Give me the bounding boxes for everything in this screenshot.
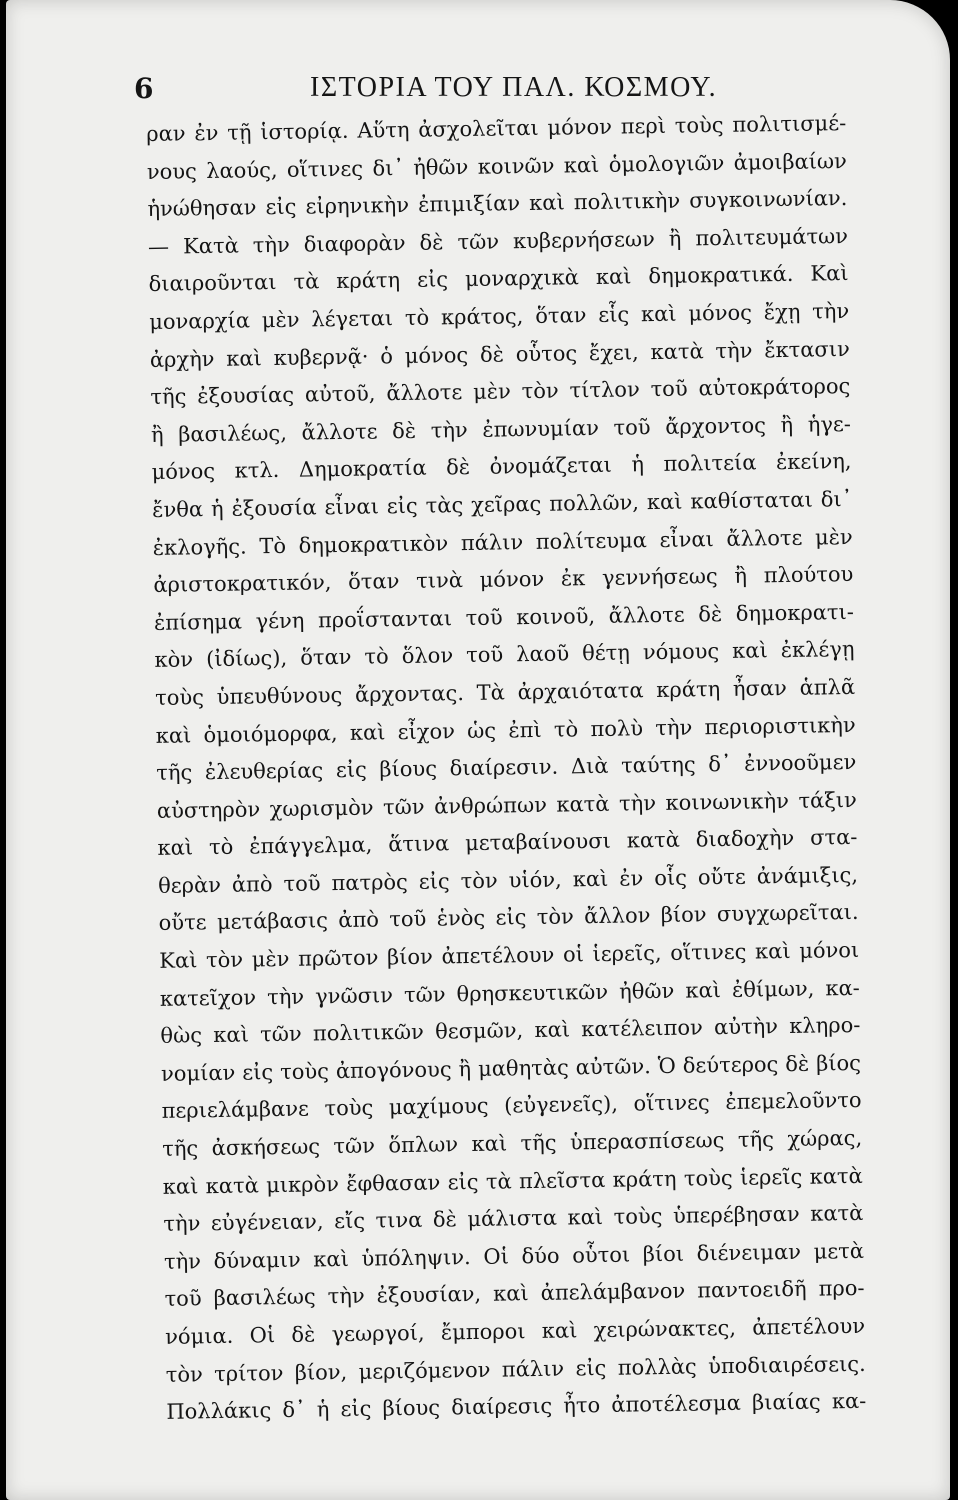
text-line: κατεῖχον τὴν γνῶσιν τῶν θρησκευτικῶν ἠθῶν καὶ ἐθίμων, κα- <box>159 975 860 1011</box>
text-line: οὔτε μετάβασις ἀπὸ τοῦ ἑνὸς εἰς τὸν ἄλλον βίον συγχωρεῖται. <box>158 900 859 936</box>
text-line: καὶ τὸ ἐπάγγελμα, ἅτινα μεταβαίνουσι κατὰ διαδοχὴν στα- <box>157 825 858 861</box>
text-line: ἡνώθησαν εἰς εἰρηνικὴν ἐπιμιξίαν καὶ πολιτικὴν συγκοινωνίαν. <box>147 186 848 222</box>
running-head: ΙΣΤΟΡΙΑ ΤΟΥ ΠΑΛ. ΚΟΣΜΟΥ. <box>310 72 718 103</box>
text-line: νόμια. Οἱ δὲ γεωργοί, ἔμποροι καὶ χειρώνακτες, ἀπετέλουν <box>164 1313 866 1349</box>
text-line: ἐκλογῆς. Τὸ δημοκρατικὸν πάλιν πολίτευμα εἶναι ἄλλοτε μὲν <box>152 524 853 560</box>
text-line: ἔνθα ἡ ἐξουσία εἶναι εἰς τὰς χεῖρας πολλῶν, καὶ καθίσταται δι᾽ <box>151 486 853 522</box>
text-line: τὴν εὐγένειαν, εἴς τινα δὲ μάλιστα καὶ τοὺς ὑπερέβησαν κατὰ <box>163 1201 864 1237</box>
text-line: θὼς καὶ τῶν πολιτικῶν θεσμῶν, καὶ κατέλειπον αὐτὴν κληρο- <box>160 1013 861 1049</box>
text-line: ραν ἐν τῇ ἱστορίᾳ. Αὕτη ἀσχολεῖται μόνον περὶ τοὺς πολιτισμέ- <box>146 111 847 146</box>
text-line: ἀρχὴν καὶ κυβερνᾷ· ὁ μόνος δὲ οὗτος ἔχει, κατὰ τὴν ἔκτασιν <box>149 336 850 372</box>
text-line: τῆς ἀσκήσεως τῶν ὅπλων καὶ τῆς ὑπερασπίσεως τῆς χώρας, <box>162 1125 863 1161</box>
text-line: περιελάμβανε τοὺς μαχίμους (εὐγενεῖς), οἵτινες ἐπεμελοῦντο <box>161 1088 862 1124</box>
text-line: τῆς ἐξουσίας αὐτοῦ, ἄλλοτε μὲν τὸν τίτλον τοῦ αὐτοκράτορος <box>150 374 851 410</box>
text-line: τῆς ἐλευθερίας εἰς βίους διαίρεσιν. Διὰ ταύτης δ᾽ ἐννοοῦμεν <box>156 750 857 786</box>
text-line: τὴν δύναμιν καὶ ὑπόληψιν. Οἱ δύο οὗτοι βίοι διένειμαν μετὰ <box>163 1238 865 1274</box>
text-line: Πολλάκις δ᾽ ἡ εἰς βίους διαίρεσις ἦτο ἀποτέλεσμα βιαίας κα- <box>166 1389 867 1425</box>
text-line: αὐστηρὸν χωρισμὸν τῶν ἀνθρώπων κατὰ τὴν κοινωνικὴν τάξιν <box>156 787 858 823</box>
text-line: καὶ κατὰ μικρὸν ἔφθασαν εἰς τὰ πλεῖστα κράτη τοὺς ἱερεῖς κατὰ <box>162 1163 863 1199</box>
text-line: ἢ βασιλέως, ἄλλοτε δὲ τὴν ἐπωνυμίαν τοῦ ἄρχοντος ἢ ἡγε- <box>150 411 852 447</box>
text-line: νομίαν εἰς τοὺς ἀπογόνους ἢ μαθητὰς αὐτῶν. Ὁ δεύτερος δὲ βίος <box>160 1050 862 1086</box>
text-line: κὸν (ἰδίως), ὅταν τὸ ὅλον τοῦ λαοῦ θέτῃ νόμους καὶ ἐκλέγῃ <box>154 637 855 673</box>
text-line: Καὶ τὸν μὲν πρῶτον βίον ἀπετέλουν οἱ ἱερεῖς, οἵτινες καὶ μόνοι <box>159 937 860 973</box>
body-text <box>146 105 867 1432</box>
text-line: καὶ ὁμοιόμορφα, καὶ εἶχον ὡς ἐπὶ τὸ πολὺ τὴν περιοριστικὴν <box>155 712 856 748</box>
text-line: ἀριστοκρατικόν, ὅταν τινὰ μόνον ἐκ γεννήσεως ἢ πλούτου <box>153 562 854 598</box>
text-line: μοναρχία μὲν λέγεται τὸ κράτος, ὅταν εἷς καὶ μόνος ἔχῃ τὴν <box>149 298 850 334</box>
text-line: μόνος κτλ. Δημοκρατία δὲ ὀνομάζεται ἡ πολιτεία ἐκείνη, <box>151 449 852 485</box>
text-line: τὸν τρίτον βίον, μεριζόμενον πάλιν εἰς πολλὰς ὑποδιαιρέσεις. <box>165 1351 866 1387</box>
text-line: ἐπίσημα γένη προΐστανται τοῦ κοινοῦ, ἄλλοτε δὲ δημοκρατι- <box>153 599 855 635</box>
text-line: — Κατὰ τὴν διαφορὰν δὲ τῶν κυβερνήσεων ἢ πολιτευμάτων <box>147 223 849 259</box>
page-number: 6 <box>134 72 154 105</box>
text-line: νους λαούς, οἵτινες δι᾽ ἠθῶν κοινῶν καὶ ὁμολογιῶν ἀμοιβαίων <box>146 148 847 184</box>
text-line: διαιροῦνται τὰ κράτη εἰς μοναρχικὰ καὶ δημοκρατικά. Καὶ <box>148 261 849 297</box>
book-page <box>6 0 950 1500</box>
text-line: τοῦ βασιλέως τὴν ἐξουσίαν, καὶ ἀπελάμβανον παντοειδῆ προ- <box>164 1276 865 1312</box>
text-line: τοὺς ὑπευθύνους ἄρχοντας. Τὰ ἀρχαιότατα κράτη ἦσαν ἁπλᾶ <box>154 674 856 710</box>
text-line: θερὰν ἀπὸ τοῦ πατρὸς εἰς τὸν υἱόν, καὶ ἐν οἷς οὔτε ἀνάμιξις, <box>157 862 859 898</box>
